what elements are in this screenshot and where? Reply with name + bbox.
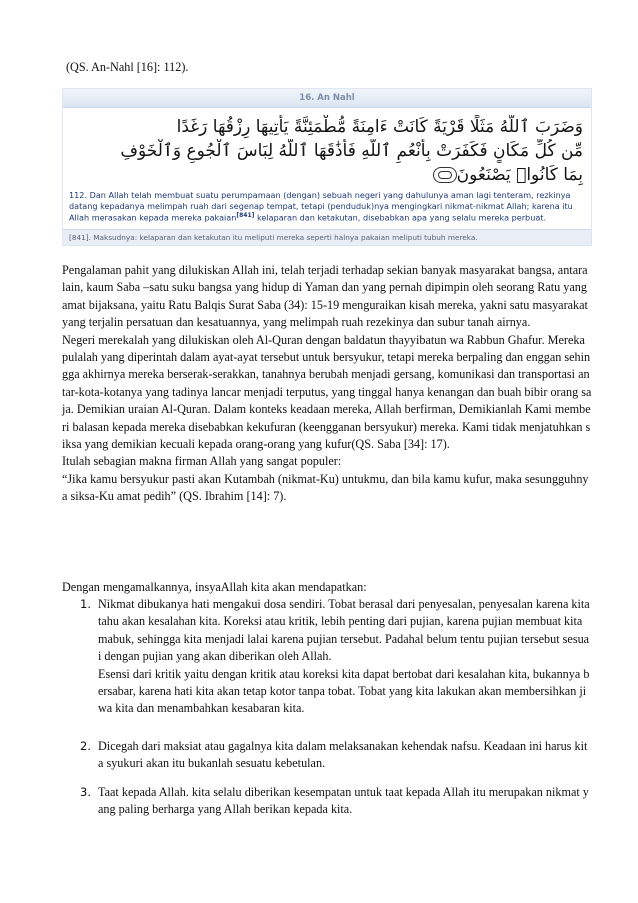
translation-text-a: 112. Dan Allah telah membuat suatu perumpamaan (dengan) sebuah negeri yang dahulunya aman lagi tenteram, rezkinya datang kepadanya melimpah ruah dari segenap tempat, tetapi (penduduk)nya mengingkari nikmat-nikmat Allah; karena itu Allah merasakan kepada mereka pakaian	[69, 190, 573, 223]
translation-text-b: kelaparan dan ketakutan, disebabkan apa yang selalu mereka perbuat.	[254, 212, 547, 223]
top-reference: (QS. An-Nahl [16]: 112).	[66, 60, 189, 74]
arabic-line-3	[63, 163, 591, 187]
list-number-1: 1.	[80, 597, 91, 611]
paragraph-4: “Jika kamu bersyukur pasti akan Kutambah (nikmat-Ku) untukmu, dan bila kamu kufur, maka sesungguhnya siksa-Ku amat pedih” (QS. Ibrahim [14]: 7).	[62, 471, 589, 504]
list-item-2-paragraph-1: Dicegah dari maksiat atau gagalnya kita dalam melaksanakan kehendak nafsu. Keadaan ini harus kita syukuri akan itu bukanlah sesuatu kebetulan.	[98, 739, 588, 771]
paragraph-1: Pengalaman pahit yang dilukiskan Allah ini, telah terjadi terhadap sekian banyak masyarakat bangsa, antara lain, kaum Saba –satu suku bangsa yang hidup di Yaman dan yang pernah dipimpin oleh seorang Ratu yang amat bijaksana, yaitu Ratu Balqis Surat Saba (34): 15-19 menguraikan kisah mereka, yakni satu masyarakat yang terjalin persatuan dan kesatuannya, yang melimpah ruah rezekinya dan subur tanah airnya.	[62, 263, 588, 330]
body-text	[62, 262, 592, 506]
ayah-number-icon	[433, 167, 457, 183]
list-number-3: 3.	[80, 785, 91, 799]
paragraph-2: Negeri merekalah yang dilukiskan oleh Al-Quran dengan baldatun thayyibatun wa Rabbun Ghafur. Mereka pulalah yang diperintah dalam ayat-ayat tersebut untuk bersyukur, tetapi mereka berpaling dan enggan sehingga akhirnya mereka berserak-serakkan, tanahnya berubah menjadi gersang, komunikasi dan transportasi antar-kota-kotanya yang tadinya lancar menjadi terputus, yang tinggal hanya kenangan dan buah bibir orang saja. Demikian uraian Al-Quran. Dalam konteks keadaan mereka, Allah berfirman, Demikianlah Kami memberi balasan kepada mereka disebabkan kekufuran (keengganan bersyukur) mereka. Kami tidak menjatuhkan siksa yang demikian kecuali kepada orang-orang yang kufur(QS. Saba [34]: 17).	[62, 332, 592, 452]
list-item-1-text	[98, 596, 590, 718]
paragraph-3: Itulah sebagian makna firman Allah yang sangat populer:	[62, 454, 342, 469]
list-intro: Dengan mengamalkannya, insyaAllah kita akan mendapatkan:	[62, 580, 367, 594]
list-number-2: 2.	[80, 739, 91, 753]
list-item-3-paragraph-1: Taat kepada Allah. kita selalu diberikan kesempatan untuk taat kepada Allah itu merupakan nikmat yang paling berharga yang Allah berikan kepada kita.	[98, 785, 589, 817]
verse-translation	[69, 190, 585, 223]
list-item-1-paragraph-1: Nikmat dibukanya hati mengakui dosa sendiri. Tobat berasal dari penyesalan, penyesalan karena kita tahu akan kesalahan kita. Koreksi atau kritik, lebih penting dari pujian, karena pujian membuat kita mabuk, sehingga kita menjadi lalai karena pujian tersebut. Padahal belum tentu pujian tersebut sesuai dengan pujian yang akan diberikan oleh Allah.	[98, 597, 590, 664]
footnote-mark: [841]	[236, 212, 255, 220]
arabic-line-3-text: بِمَا كَانُوا۟ يَصْنَعُونَ	[456, 165, 583, 185]
verse-footnote: [841]. Maksudnya: kelaparan dan ketakutan itu meliputi mereka seperti halnya pakaian meliputi tubuh mereka.	[63, 229, 591, 245]
arabic-line-2: مِّن كُلِّ مَكَانٍ فَكَفَرَتْ بِأَنْعُمِ ٱللَّهِ فَأَذَٰقَهَا ٱللَّهُ لِبَاسَ ٱلْجُوعِ وَٱلْخَوْفِ	[120, 141, 583, 161]
list-item-3-text	[98, 784, 590, 819]
list-item-1-paragraph-2: Esensi dari kritik yaitu dengan kritik atau koreksi kita dapat bertobat dari kesalahan kita, bukannya bersabar, karena hati kita akan tetap kotor tanpa tobat. Tobat yang kita lakukan akan membersihkan jiwa kita dan menambahkan kesabaran kita.	[98, 666, 590, 716]
quran-verse-image	[62, 88, 592, 246]
surah-header: 16. An Nahl	[63, 89, 591, 108]
arabic-line-1: وَضَرَبَ ٱللَّهُ مَثَلًا قَرْيَةً كَانَتْ ءَامِنَةً مُّطْمَئِنَّةً يَأْتِيهَا رِزْقُهَا رَغَدًا	[176, 117, 583, 137]
list-item-2-text	[98, 738, 590, 773]
